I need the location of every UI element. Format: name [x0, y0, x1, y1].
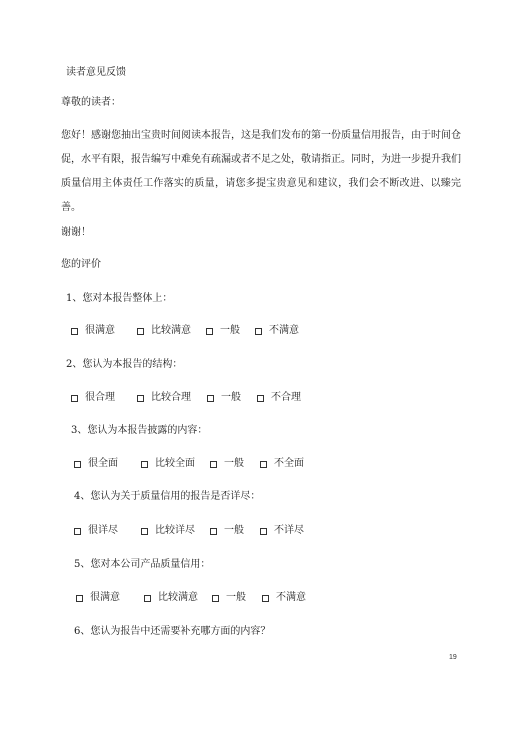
- thanks-text: 谢谢！: [61, 227, 91, 238]
- checkbox-icon[interactable]: [212, 595, 219, 602]
- option-checkbox[interactable]: 不合理: [257, 391, 301, 405]
- checkbox-icon[interactable]: [257, 395, 264, 402]
- section-title: 您的评价: [61, 259, 101, 270]
- option-checkbox[interactable]: 不满意: [262, 591, 306, 605]
- option-checkbox[interactable]: 比较详尽: [141, 524, 210, 538]
- checkbox-icon[interactable]: [260, 461, 267, 468]
- option-checkbox[interactable]: 比较满意: [137, 324, 206, 338]
- intro-paragraph: 您好！感谢您抽出宝贵时间阅读本报告，这是我们发布的第一份质量信用报告，由于时间仓促，水平有限，报告编写中难免有疏漏或者不足之处，敬请指正。同时，为进一步提升我们质量信用主体责任工作落实的质量，请您多提宝贵意见和建议，我们会不断改进、以臻完善。: [61, 130, 461, 213]
- option-checkbox[interactable]: 比较合理: [137, 391, 207, 405]
- option-checkbox[interactable]: 很满意: [71, 324, 137, 338]
- option-checkbox[interactable]: 不满意: [255, 324, 299, 338]
- checkbox-icon[interactable]: [137, 395, 144, 402]
- checkbox-icon[interactable]: [207, 395, 214, 402]
- salutation: 尊敬的读者：: [61, 97, 121, 108]
- checkbox-icon[interactable]: [210, 461, 217, 468]
- checkbox-icon[interactable]: [71, 395, 78, 402]
- checkbox-icon[interactable]: [71, 328, 78, 335]
- checkbox-icon[interactable]: [74, 528, 81, 535]
- checkbox-icon[interactable]: [141, 528, 148, 535]
- option-checkbox[interactable]: 比较满意: [144, 591, 212, 605]
- option-checkbox[interactable]: 很合理: [71, 391, 137, 405]
- question-3: 3、您认为本报告披露的内容：: [71, 425, 208, 436]
- checkbox-icon[interactable]: [262, 595, 269, 602]
- feedback-heading: 读者意见反馈: [66, 67, 126, 78]
- option-checkbox[interactable]: 不详尽: [260, 524, 304, 538]
- checkbox-icon[interactable]: [137, 328, 144, 335]
- option-checkbox[interactable]: 一般: [210, 457, 260, 471]
- question-5-options: [76, 591, 306, 605]
- checkbox-icon[interactable]: [260, 528, 267, 535]
- question-4: 4、您认为关于质量信用的报告是否详尽：: [74, 491, 261, 502]
- option-checkbox[interactable]: 一般: [210, 524, 260, 538]
- option-checkbox[interactable]: 不全面: [260, 457, 304, 471]
- checkbox-icon[interactable]: [76, 595, 83, 602]
- checkbox-icon[interactable]: [206, 328, 213, 335]
- option-checkbox[interactable]: 一般: [212, 591, 262, 605]
- option-checkbox[interactable]: 比较全面: [141, 457, 210, 471]
- option-checkbox[interactable]: 很详尽: [74, 524, 141, 538]
- checkbox-icon[interactable]: [210, 528, 217, 535]
- question-1-options: [71, 324, 299, 338]
- option-checkbox[interactable]: 一般: [207, 391, 257, 405]
- option-checkbox[interactable]: 很满意: [76, 591, 144, 605]
- question-3-options: [74, 457, 304, 471]
- option-checkbox[interactable]: 很全面: [74, 457, 141, 471]
- question-6: 6、您认为报告中还需要补充哪方面的内容？: [74, 626, 271, 637]
- question-1: 1、您对本报告整体上：: [66, 293, 173, 304]
- checkbox-icon[interactable]: [141, 461, 148, 468]
- question-2: 2、您认为本报告的结构：: [66, 359, 183, 370]
- question-4-options: [74, 524, 304, 538]
- page-number: 19: [449, 654, 457, 661]
- checkbox-icon[interactable]: [144, 595, 151, 602]
- checkbox-icon[interactable]: [74, 461, 81, 468]
- option-checkbox[interactable]: 一般: [206, 324, 255, 338]
- checkbox-icon[interactable]: [255, 328, 262, 335]
- question-5: 5、您对本公司产品质量信用：: [74, 559, 211, 570]
- question-2-options: [71, 391, 301, 405]
